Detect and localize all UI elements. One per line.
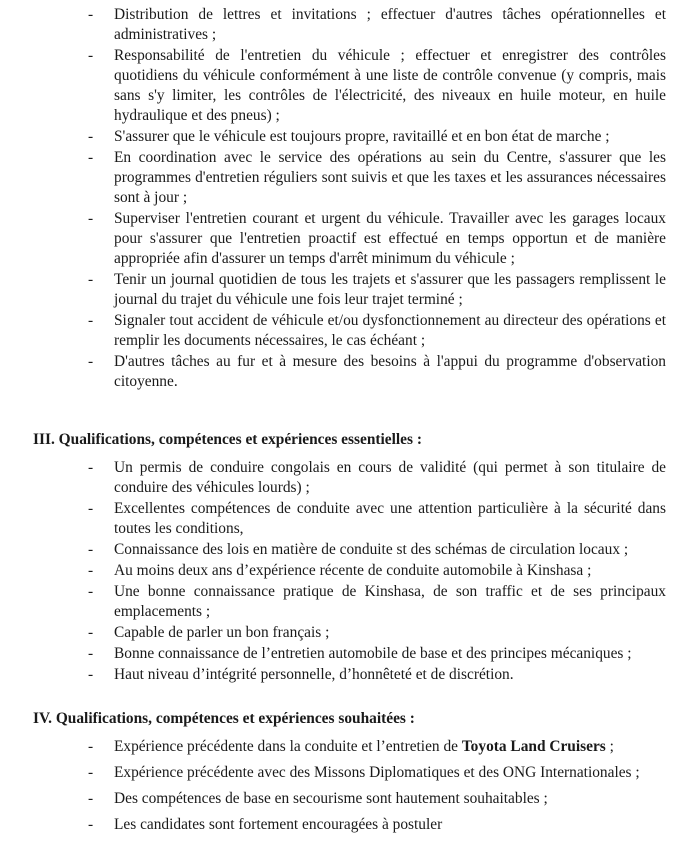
list-item-text: Signaler tout accident de véhicule et/ou dysfonctionnement au directeur des opérations et remplir les documents nécessaires, le cas échéant ; xyxy=(114,312,666,349)
list-item xyxy=(0,665,700,685)
list-item-text: En coordination avec le service des opérations au sein du Centre, s'assurer que les programmes d'entretien réguliers sont suivis et que les taxes et les assurances nécessaires sont à jour ; xyxy=(114,149,666,206)
task-list xyxy=(0,5,700,393)
list-item-emphasis: Toyota Land Cruisers xyxy=(461,738,606,755)
list-item xyxy=(0,458,700,498)
list-item xyxy=(0,737,700,757)
list-item xyxy=(0,789,700,809)
list-item xyxy=(0,540,700,560)
list-item xyxy=(0,582,700,622)
list-item-text: S'assurer que le véhicule est toujours propre, ravitaillé et en bon état de marche ; xyxy=(114,128,610,145)
essential-qualifications-list xyxy=(0,458,700,686)
list-item-text: Des compétences de base en secourisme sont hautement souhaitables ; xyxy=(114,790,548,807)
list-bullet: - xyxy=(88,459,94,476)
list-bullet: - xyxy=(88,47,94,64)
list-bullet: - xyxy=(88,666,94,683)
list-item xyxy=(0,46,700,126)
list-item xyxy=(0,815,700,835)
list-bullet: - xyxy=(88,500,94,517)
list-item-text: Responsabilité de l'entretien du véhicule ; effectuer et enregistrer des contrôles quotidiens du véhicule conformément à une liste de contrôle convenue (y compris, mais sans s'y limiter, les contrôles de l'électricité, des niveaux en huile moteur, en huile hydraulique et des pneus) ; xyxy=(114,47,666,124)
list-bullet: - xyxy=(88,312,94,329)
list-bullet: - xyxy=(88,541,94,558)
list-item-text: Les candidates sont fortement encouragées à postuler xyxy=(114,816,443,833)
list-item xyxy=(0,763,700,783)
list-item-text: Haut niveau d’intégrité personnelle, d’honnêteté et de discrétion. xyxy=(114,666,514,683)
list-item xyxy=(0,623,700,643)
list-bullet: - xyxy=(88,271,94,288)
list-item xyxy=(0,644,700,664)
list-item-text: D'autres tâches au fur et à mesure des besoins à l'appui du programme d'observation citoyenne. xyxy=(114,353,666,390)
list-item-text: Une bonne connaissance pratique de Kinshasa, de son traffic et de ses principaux emplacements ; xyxy=(114,583,666,620)
list-item xyxy=(0,209,700,269)
list-item-text: Tenir un journal quotidien de tous les trajets et s'assurer que les passagers remplissent le journal du trajet du véhicule une fois leur trajet terminé ; xyxy=(114,271,666,308)
list-bullet: - xyxy=(88,624,94,641)
list-item-text: Bonne connaissance de l’entretien automobile de base et des principes mécaniques ; xyxy=(114,645,632,662)
list-bullet: - xyxy=(88,583,94,600)
desired-qualifications-list xyxy=(0,737,700,841)
list-item xyxy=(0,5,700,45)
list-item xyxy=(0,311,700,351)
list-bullet: - xyxy=(88,149,94,166)
list-item-text: Expérience précédente avec des Missons Diplomatiques et des ONG Internationales ; xyxy=(114,764,640,781)
list-bullet: - xyxy=(88,764,94,781)
list-bullet: - xyxy=(88,738,94,755)
list-item-text: Excellentes compétences de conduite avec une attention particulière à la sécurité dans toutes les conditions, xyxy=(114,500,666,537)
list-item xyxy=(0,148,700,208)
list-item-text: Connaissance des lois en matière de conduite st des schémas de circulation locaux ; xyxy=(114,541,629,558)
list-bullet: - xyxy=(88,128,94,145)
list-item xyxy=(0,270,700,310)
section-heading-essential: III. Qualifications, compétences et expériences essentielles : xyxy=(33,431,422,448)
list-item-text: Distribution de lettres et invitations ; effectuer d'autres tâches opérationnelles et administratives ; xyxy=(114,6,666,43)
list-item-text: Un permis de conduire congolais en cours de validité (qui permet à son titulaire de conduire des véhicules lourds) ; xyxy=(114,459,666,496)
list-bullet: - xyxy=(88,353,94,370)
list-bullet: - xyxy=(88,790,94,807)
list-bullet: - xyxy=(88,6,94,23)
list-item xyxy=(0,127,700,147)
list-item-text: Capable de parler un bon français ; xyxy=(114,624,330,641)
list-bullet: - xyxy=(88,210,94,227)
section-heading-desired: IV. Qualifications, compétences et expériences souhaitées : xyxy=(33,710,415,727)
list-item xyxy=(0,499,700,539)
list-item-text: Superviser l'entretien courant et urgent du véhicule. Travailler avec les garages locaux pour s'assurer que l'entretien proactif est effectué en temps opportun et de manière appropriée afin d'assurer un temps d'arrêt minimum du véhicule ; xyxy=(114,210,666,267)
list-bullet: - xyxy=(88,645,94,662)
list-item-text: Au moins deux ans d’expérience récente de conduite automobile à Kinshasa ; xyxy=(114,562,592,579)
list-item-text: Expérience précédente dans la conduite et l’entretien de xyxy=(114,738,462,755)
list-item-text-end: ; xyxy=(605,738,614,755)
list-bullet: - xyxy=(88,816,94,833)
list-bullet: - xyxy=(88,562,94,579)
list-item xyxy=(0,561,700,581)
list-item xyxy=(0,352,700,392)
